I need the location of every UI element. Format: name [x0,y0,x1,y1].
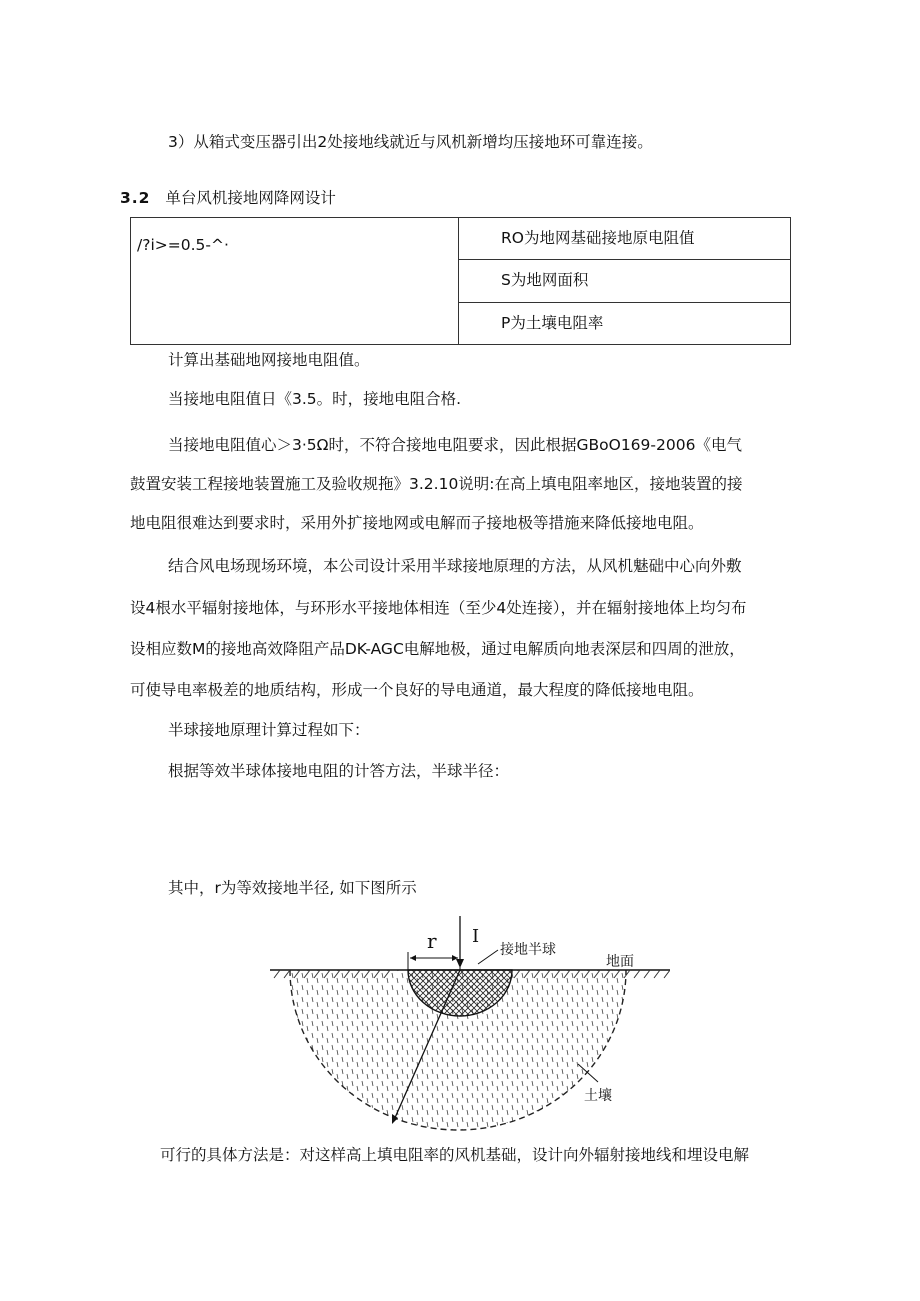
hemisphere-leader [478,950,498,964]
definition-r0: RO为地网基础接地原电阻值 [459,218,791,260]
label-hemisphere: 接地半球 [500,942,556,958]
formula-cell: /?i>=0.5-^· [131,218,459,345]
paragraph-where: 其中，r为等效接地半径, 如下图所示 [168,879,417,897]
definition-s: S为地网面积 [459,260,791,302]
paragraph-fail-line3: 地电阻很难达到要求时，采用外扩接地网或电解而子接地极等措施来降低接地电阻。 [130,514,704,532]
paragraph-method-line1: 结合风电场现场环境，本公司设计采用半球接地原理的方法，从风机魅础中心向外敷 [168,557,742,575]
paragraph-radius: 根据等效半球体接地电阻的计答方法，半球半径： [168,762,510,780]
paragraph-fail-line2: 鼓置安装工程接地装置施工及验收规拖》3.2.10说明:在高上填电阻率地区，接地装置的接 [130,475,743,493]
label-I: I [472,926,480,947]
section-number: 3.2 [120,189,151,207]
current-arrow [456,916,464,968]
paragraph-method-line3: 设相应数M的接地高效降阻产品DK-AGC电解地极，通过电解质向地表深层和四周的泄放， [130,640,745,658]
label-soil: 土壤 [584,1088,612,1104]
section-title: 单台风机接地网降网设计 [165,189,336,207]
paragraph-method-line4: 可使导电率极差的地质结构，形成一个良好的导电通道，最大程度的降低接地电阻。 [130,681,704,699]
label-ground: 地面 [606,954,634,970]
paragraph-method-line2: 设4根水平辐射接地体，与环形水平接地体相连（至少4处连接），并在辐射接地体上均匀布 [130,599,747,617]
paragraph-pass: 当接地电阻值日《3.5。时，接地电阻合格. [168,390,462,408]
item-3: 3）从箱式变压器引出2处接地线就近与风机新增均压接地环可靠连接。 [168,133,653,151]
paragraph-feasible: 可行的具体方法是：对这样高上填电阻率的风机基础，设计向外辐射接地线和埋设电解 [160,1146,750,1164]
label-r: r [427,929,437,953]
paragraph-calc: 计算出基础地网接地电阻值。 [168,351,370,369]
paragraph-principle: 半球接地原理计算过程如下： [168,721,370,739]
definition-p: P为土壤电阻率 [459,302,791,344]
section-heading [120,186,336,208]
formula-table [130,217,791,345]
hemisphere-figure [270,912,670,1137]
radius-marker [408,952,460,970]
paragraph-fail-line1: 当接地电阻值心＞3·5Ω时，不符合接地电阻要求，因此根据GBoO169-2006《电气 [168,436,742,454]
